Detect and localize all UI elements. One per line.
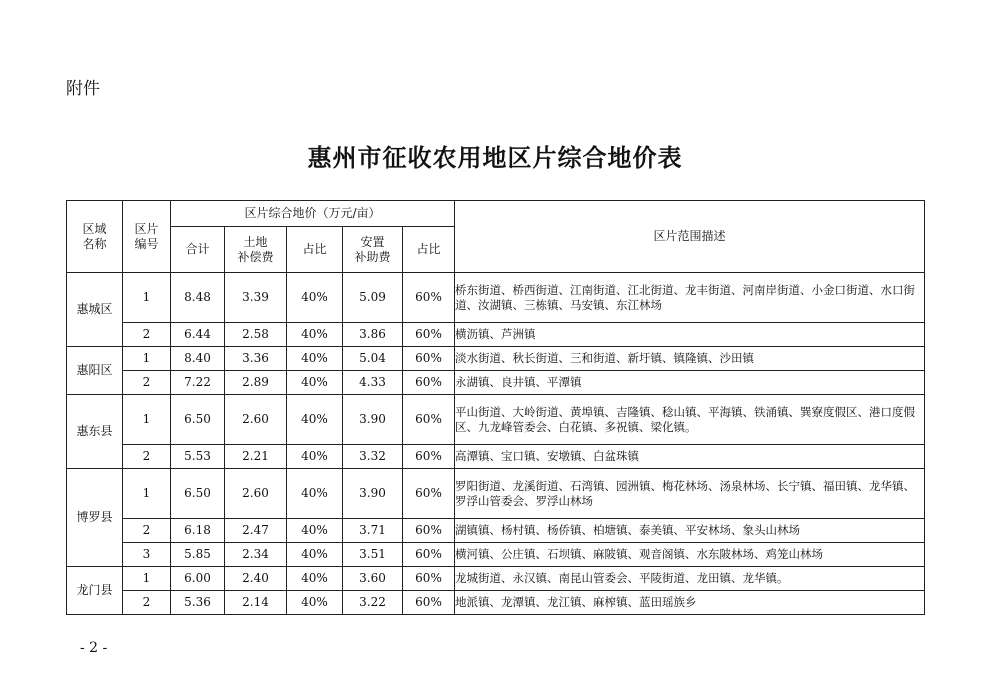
zone-number: 2 — [123, 519, 171, 543]
table-row — [67, 347, 925, 371]
total-price: 8.40 — [171, 347, 225, 371]
land-compensation: 2.58 — [225, 323, 287, 347]
zone-number: 3 — [123, 543, 171, 567]
header-total: 合计 — [171, 227, 225, 273]
resettlement-subsidy: 3.51 — [343, 543, 403, 567]
region-name: 惠城区 — [67, 273, 123, 347]
table-row — [67, 273, 925, 323]
total-price: 6.44 — [171, 323, 225, 347]
land-compensation: 2.89 — [225, 371, 287, 395]
region-name: 龙门县 — [67, 567, 123, 615]
resettlement-ratio: 60% — [403, 371, 455, 395]
zone-description: 横河镇、公庄镇、石坝镇、麻陂镇、观音阁镇、水东陂林场、鸡笼山林场 — [455, 543, 925, 567]
land-ratio: 40% — [287, 567, 343, 591]
total-price: 7.22 — [171, 371, 225, 395]
zone-number: 1 — [123, 567, 171, 591]
table-row — [67, 567, 925, 591]
zone-number: 2 — [123, 591, 171, 615]
resettlement-ratio: 60% — [403, 445, 455, 469]
land-ratio: 40% — [287, 543, 343, 567]
total-price: 5.53 — [171, 445, 225, 469]
header-land-compensation: 土地 补偿费 — [225, 227, 287, 273]
table-row — [67, 519, 925, 543]
table-row — [67, 445, 925, 469]
table-row — [67, 323, 925, 347]
land-compensation: 3.39 — [225, 273, 287, 323]
land-compensation: 2.47 — [225, 519, 287, 543]
header-description: 区片范围描述 — [455, 201, 925, 273]
zone-description: 龙城街道、永汉镇、南昆山管委会、平陵街道、龙田镇、龙华镇。 — [455, 567, 925, 591]
resettlement-ratio: 60% — [403, 395, 455, 445]
zone-number: 1 — [123, 395, 171, 445]
land-ratio: 40% — [287, 371, 343, 395]
region-name: 惠阳区 — [67, 347, 123, 395]
resettlement-ratio: 60% — [403, 347, 455, 371]
resettlement-subsidy: 3.32 — [343, 445, 403, 469]
resettlement-subsidy: 3.90 — [343, 469, 403, 519]
land-compensation: 2.34 — [225, 543, 287, 567]
header-zone-no: 区片 编号 — [123, 201, 171, 273]
header-region: 区域 名称 — [67, 201, 123, 273]
region-name: 博罗县 — [67, 469, 123, 567]
land-compensation: 2.60 — [225, 395, 287, 445]
total-price: 6.50 — [171, 469, 225, 519]
land-price-table — [66, 200, 925, 615]
land-ratio: 40% — [287, 395, 343, 445]
land-compensation: 2.40 — [225, 567, 287, 591]
total-price: 5.85 — [171, 543, 225, 567]
land-ratio: 40% — [287, 273, 343, 323]
land-compensation: 2.21 — [225, 445, 287, 469]
table-row — [67, 543, 925, 567]
region-name: 惠东县 — [67, 395, 123, 469]
resettlement-subsidy: 3.22 — [343, 591, 403, 615]
zone-description: 平山街道、大岭街道、黄埠镇、吉隆镇、稔山镇、平海镇、铁涌镇、巽寮度假区、港口度假区、九龙峰管委会、白花镇、多祝镇、梁化镇。 — [455, 395, 925, 445]
zone-description: 永湖镇、良井镇、平潭镇 — [455, 371, 925, 395]
zone-description: 湖镇镇、杨村镇、杨侨镇、柏塘镇、泰美镇、平安林场、象头山林场 — [455, 519, 925, 543]
table-row — [67, 469, 925, 519]
resettlement-subsidy: 3.90 — [343, 395, 403, 445]
header-price-group: 区片综合地价（万元/亩） — [171, 201, 455, 227]
resettlement-ratio: 60% — [403, 543, 455, 567]
land-compensation: 2.14 — [225, 591, 287, 615]
total-price: 8.48 — [171, 273, 225, 323]
header-resettlement: 安置 补助费 — [343, 227, 403, 273]
table-row — [67, 371, 925, 395]
resettlement-ratio: 60% — [403, 469, 455, 519]
zone-number: 2 — [123, 371, 171, 395]
resettlement-ratio: 60% — [403, 323, 455, 347]
zone-number: 1 — [123, 347, 171, 371]
resettlement-ratio: 60% — [403, 591, 455, 615]
land-compensation: 3.36 — [225, 347, 287, 371]
table-body — [67, 273, 925, 615]
attachment-label: 附件 — [66, 79, 100, 99]
total-price: 5.36 — [171, 591, 225, 615]
zone-number: 1 — [123, 273, 171, 323]
land-ratio: 40% — [287, 519, 343, 543]
total-price: 6.50 — [171, 395, 225, 445]
table-row — [67, 395, 925, 445]
zone-description: 罗阳街道、龙溪街道、石湾镇、园洲镇、梅花林场、汤泉林场、长宁镇、福田镇、龙华镇、罗浮山管委会、罗浮山林场 — [455, 469, 925, 519]
land-ratio: 40% — [287, 445, 343, 469]
document-title: 惠州市征收农用地区片综合地价表 — [307, 143, 683, 172]
resettlement-subsidy: 4.33 — [343, 371, 403, 395]
zone-number: 2 — [123, 323, 171, 347]
land-ratio: 40% — [287, 591, 343, 615]
resettlement-subsidy: 3.86 — [343, 323, 403, 347]
zone-number: 1 — [123, 469, 171, 519]
page-number: - 2 - — [80, 640, 108, 656]
zone-description: 淡水街道、秋长街道、三和街道、新圩镇、镇隆镇、沙田镇 — [455, 347, 925, 371]
zone-description: 高潭镇、宝口镇、安墩镇、白盆珠镇 — [455, 445, 925, 469]
zone-description: 桥东街道、桥西街道、江南街道、江北街道、龙丰街道、河南岸街道、小金口街道、水口街道、汝湖镇、三栋镇、马安镇、东江林场 — [455, 273, 925, 323]
resettlement-ratio: 60% — [403, 519, 455, 543]
land-compensation: 2.60 — [225, 469, 287, 519]
land-ratio: 40% — [287, 469, 343, 519]
zone-description: 地派镇、龙潭镇、龙江镇、麻榨镇、蓝田瑶族乡 — [455, 591, 925, 615]
header-ratio-2: 占比 — [403, 227, 455, 273]
resettlement-subsidy: 3.60 — [343, 567, 403, 591]
resettlement-ratio: 60% — [403, 273, 455, 323]
resettlement-ratio: 60% — [403, 567, 455, 591]
zone-number: 2 — [123, 445, 171, 469]
resettlement-subsidy: 3.71 — [343, 519, 403, 543]
zone-description: 横沥镇、芦洲镇 — [455, 323, 925, 347]
header-ratio-1: 占比 — [287, 227, 343, 273]
table-row — [67, 591, 925, 615]
resettlement-subsidy: 5.09 — [343, 273, 403, 323]
land-ratio: 40% — [287, 323, 343, 347]
total-price: 6.00 — [171, 567, 225, 591]
resettlement-subsidy: 5.04 — [343, 347, 403, 371]
land-ratio: 40% — [287, 347, 343, 371]
total-price: 6.18 — [171, 519, 225, 543]
